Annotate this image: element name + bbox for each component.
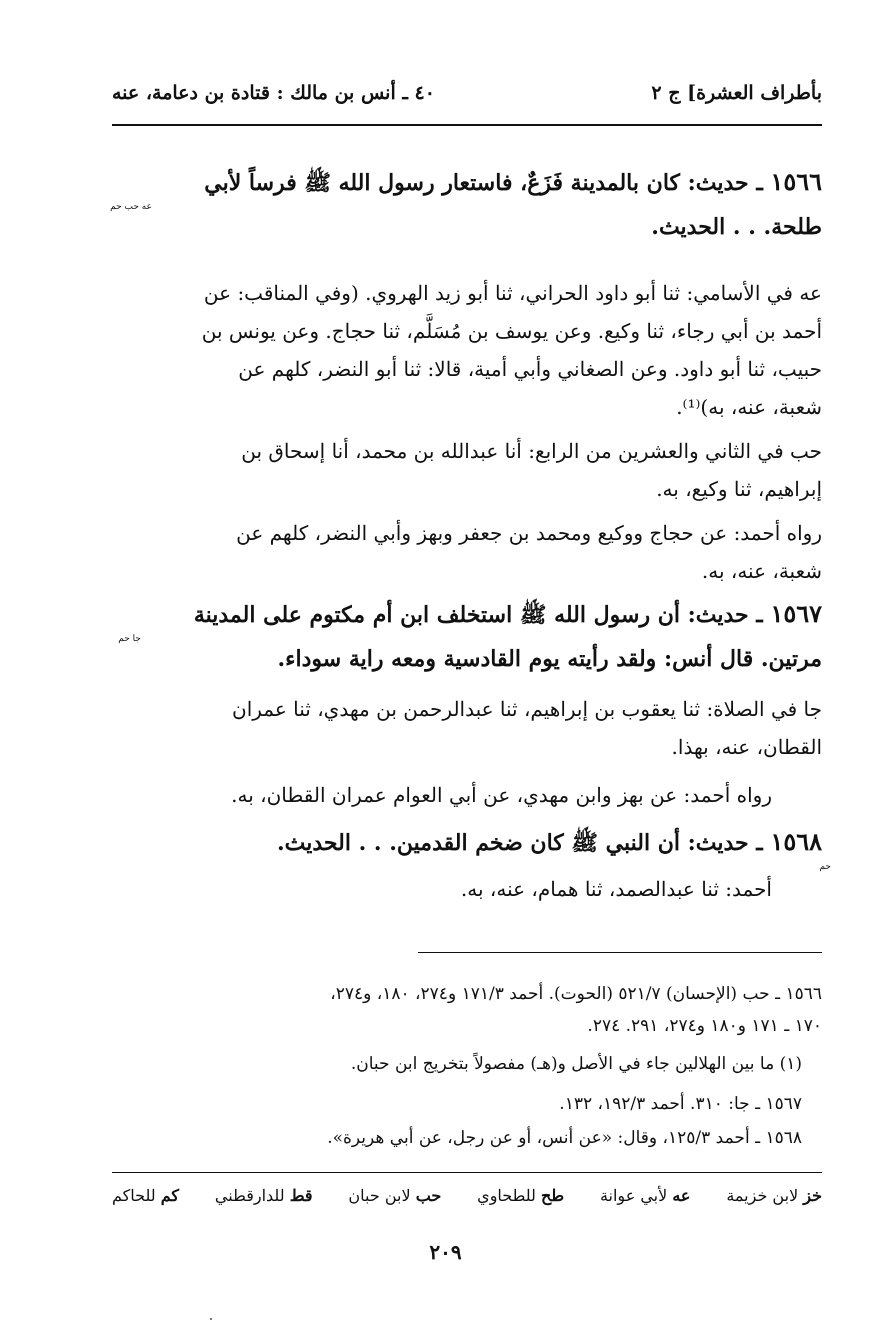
hadith-text-line: طلحة. . . الحديث. bbox=[651, 214, 822, 240]
hadith-sigla: حم bbox=[819, 862, 831, 872]
footnote-1568 bbox=[112, 1122, 822, 1154]
running-header bbox=[112, 76, 822, 112]
text-line: رواه أحمد: عن حجاج ووكيع ومحمد بن جعفر وبهز وأبي النضر، كلهم عن bbox=[236, 521, 822, 545]
hadith-1566-isnad-1 bbox=[112, 274, 822, 426]
header-rule bbox=[112, 124, 822, 126]
hadith-text-line: ـ حديث: أن النبي ﷺ كان ضخم القدمين. . . الحديث. bbox=[277, 830, 763, 856]
hadith-1567-heading bbox=[112, 592, 822, 681]
footnote-line: ١٧٠ ـ ١٧١ و١٨٠ و٢٧٤، ٢٩١. ٢٧٤. bbox=[587, 1016, 822, 1036]
hadith-1567-isnad-1 bbox=[112, 690, 822, 766]
text-line: شعبة، عنه، به)⁽¹⁾. bbox=[676, 395, 822, 419]
sigla-legend bbox=[112, 1186, 822, 1205]
footnote-1567 bbox=[112, 1088, 822, 1120]
text-line: حب في الثاني والعشرين من الرابع: أنا عبدالله بن محمد، أنا إسحاق بن bbox=[241, 439, 822, 463]
hadith-text-line: ـ حديث: كان بالمدينة فَزَعٌ، فاستعار رسول الله ﷺ فرساً لأبي bbox=[204, 170, 763, 196]
footnote-line: ١٥٦٧ ـ جا: ٣١٠. أحمد ١٩٢/٣، ١٣٢. bbox=[559, 1094, 802, 1114]
legend-item: كم للحاكم bbox=[112, 1186, 180, 1205]
footnote-line: (١) ما بين الهلالين جاء في الأصل و(هـ) مفصولاً بتخريج ابن حبان. bbox=[350, 1054, 802, 1074]
legend-item: عه لأبي عوانة bbox=[599, 1186, 691, 1205]
text-line: القطان، عنه، بهذا. bbox=[671, 735, 822, 759]
header-book-title: بأطراف العشرة] ج ٢ bbox=[651, 82, 822, 104]
hadith-1567-isnad-2 bbox=[112, 776, 822, 814]
footnote-line: ١٥٦٨ ـ أحمد ١٢٥/٣، وقال: «عن أنس، أو عن رجل، عن أبي هريرة». bbox=[327, 1128, 802, 1148]
hadith-number: ١٥٦٧ bbox=[770, 599, 822, 628]
legend-rule bbox=[112, 1172, 822, 1173]
text-line: أحمد بن أبي رجاء، ثنا وكيع. وعن يوسف بن مُسَلَّم، ثنا حجاج. وعن يونس بن bbox=[201, 319, 822, 343]
page-number: ٢٠٩ bbox=[429, 1240, 462, 1264]
text-line: أحمد: ثنا عبدالصمد، ثنا همام، عنه، به. bbox=[460, 877, 772, 901]
footnote-note-1 bbox=[112, 1048, 822, 1080]
text-line: رواه أحمد: عن بهز وابن مهدي، عن أبي العوام عمران القطان، به. bbox=[231, 783, 772, 807]
hadith-number: ١٥٦٨ bbox=[770, 827, 822, 856]
hadith-text-line: مرتين. قال أنس: ولقد رأيته يوم القادسية ومعه راية سوداء. bbox=[277, 646, 822, 672]
legend-item: خز لابن خزيمة bbox=[726, 1186, 822, 1205]
scan-speck bbox=[210, 1318, 212, 1320]
footnote-rule bbox=[418, 952, 822, 953]
legend-item: حب لابن حبان bbox=[348, 1186, 442, 1205]
hadith-sigla: جا حم bbox=[118, 634, 141, 644]
hadith-1566-heading bbox=[112, 160, 822, 249]
hadith-text-line: ـ حديث: أن رسول الله ﷺ استخلف ابن أم مكتوم على المدينة bbox=[193, 602, 763, 628]
text-line: عه في الأسامي: ثنا أبو داود الحراني، ثنا أبو زيد الهروي. (وفي المناقب: عن bbox=[203, 281, 822, 305]
hadith-1566-isnad-3 bbox=[112, 514, 822, 590]
hadith-number: ١٥٦٦ bbox=[770, 167, 822, 196]
text-line: حبيب، ثنا أبو داود. وعن الصغاني وأبي أمية، قالا: ثنا أبو النضر، كلهم عن bbox=[238, 357, 822, 381]
text-line: إبراهيم، ثنا وكيع، به. bbox=[656, 477, 822, 501]
footnote-1566 bbox=[112, 978, 822, 1042]
hadith-1568-isnad-1 bbox=[112, 870, 822, 908]
text-line: شعبة، عنه، به. bbox=[701, 559, 822, 583]
hadith-1566-isnad-2 bbox=[112, 432, 822, 508]
header-section-title: ٤٠ ـ أنس بن مالك : قتادة بن دعامة، عنه bbox=[112, 82, 435, 104]
legend-item: طح للطحاوي bbox=[477, 1186, 565, 1205]
footnote-line: ١٥٦٦ ـ حب (الإحسان) ٥٢١/٧ (الحوت). أحمد ١٧١/٣ و٢٧٤، ١٨٠، و٢٧٤، bbox=[330, 984, 822, 1004]
hadith-sigla: عه حب حم bbox=[110, 202, 152, 212]
hadith-1568-heading bbox=[112, 820, 822, 865]
legend-item: قط للدارقطني bbox=[214, 1186, 313, 1205]
text-line: جا في الصلاة: ثنا يعقوب بن إبراهيم، ثنا عبدالرحمن بن مهدي، ثنا عمران bbox=[232, 697, 822, 721]
